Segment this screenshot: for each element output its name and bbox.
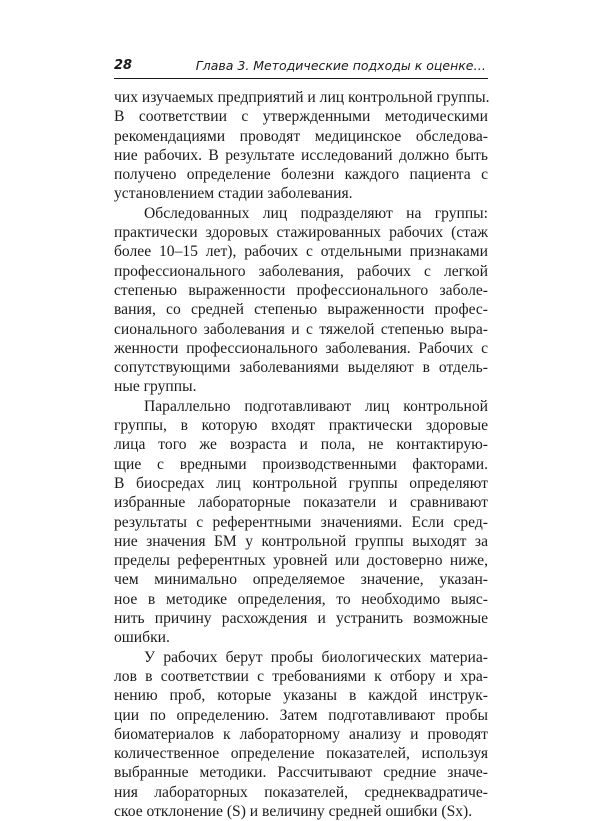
paragraph — [114, 648, 488, 821]
text-line: чих изучаемых предприятий и лиц контрольной группы. — [114, 89, 490, 106]
text-line: результаты с референтными значениями. Если сред- — [114, 513, 488, 531]
text-line: ные группы. — [114, 378, 197, 396]
text-line: ции по определению. Затем подготавливают пробы — [114, 706, 488, 724]
text-line: лица того же возраста и пола, не контактирую- — [114, 436, 488, 454]
text-line: ное в методике определения, то необходимо выяс- — [114, 590, 488, 608]
text-line: ское отклонение (S) и величину средней ошибки (Sx). — [114, 802, 473, 820]
text-line: рекомендациями проводят медицинское обследова- — [114, 127, 488, 145]
text-line: количественное определение показателей, используя — [114, 745, 488, 763]
chapter-title: Глава 3. Методические подходы к оценке… — [195, 58, 486, 73]
text-line: сионального заболевания и с тяжелой степенью выра- — [114, 320, 488, 338]
text-line: женности профессионального заболевания. Рабочих с — [114, 339, 488, 357]
paragraph — [114, 397, 488, 648]
paragraph — [114, 204, 488, 397]
text-line: ние значения БМ у контрольной группы выходят за — [114, 532, 488, 550]
text-line: ошибки. — [114, 629, 170, 647]
text-line: В соответствии с утвержденными методическими — [114, 108, 488, 126]
running-header — [114, 56, 488, 79]
text-line: более 10–15 лет), рабочих с отдельными признаками — [114, 243, 488, 261]
text-line: чем минимально определяемое значение, указан- — [114, 571, 488, 589]
text-line: сопутствующими заболеваниями выделяют в отдель- — [114, 359, 488, 377]
body-text — [114, 88, 488, 821]
text-line: щие с вредными производственными факторами. — [114, 455, 488, 473]
paragraph — [114, 88, 488, 204]
text-line: биоматериалов к лабораторному анализу и проводят — [114, 725, 488, 743]
text-line: практически здоровых стажированных рабочих (стаж — [114, 224, 488, 242]
text-line: группы, в которую входят практически здоровые — [114, 417, 488, 435]
text-line: нению проб, которые указаны в каждой инструк- — [114, 687, 488, 705]
text-line: установлением стадии заболевания. — [114, 185, 353, 203]
text-line: получено определение болезни каждого пациента с — [114, 166, 488, 184]
text-line: степенью выраженности профессионального заболе- — [114, 281, 488, 299]
text-line: пределы референтных уровней или достоверно ниже, — [114, 552, 488, 570]
text-line: вания, со средней степенью выраженности профес- — [114, 301, 488, 319]
text-line: Обследованных лиц подразделяют на группы: — [144, 204, 488, 222]
text-line: избранные лабораторные показатели и сравнивают — [114, 494, 488, 512]
text-line: профессионального заболевания, рабочих с легкой — [114, 262, 488, 280]
page-number: 28 — [114, 58, 133, 73]
text-line: Параллельно подготавливают лиц контрольной — [144, 397, 488, 415]
paragraph-list — [114, 88, 488, 821]
text-line: нить причину расхождения и устранить возможные — [114, 610, 488, 628]
text-line: В биосредах лиц контрольной группы определяют — [114, 474, 488, 492]
text-line: выбранные методики. Рассчитывают средние значе- — [114, 764, 488, 782]
text-line: лов в соответствии с требованиями к отбору и хра- — [114, 667, 488, 685]
text-line: ние рабочих. В результате исследований должно быть — [114, 146, 488, 164]
text-line: У рабочих берут пробы биологических материа- — [144, 648, 488, 666]
text-line: ния лабораторных показателей, среднеквадратиче- — [114, 783, 488, 801]
